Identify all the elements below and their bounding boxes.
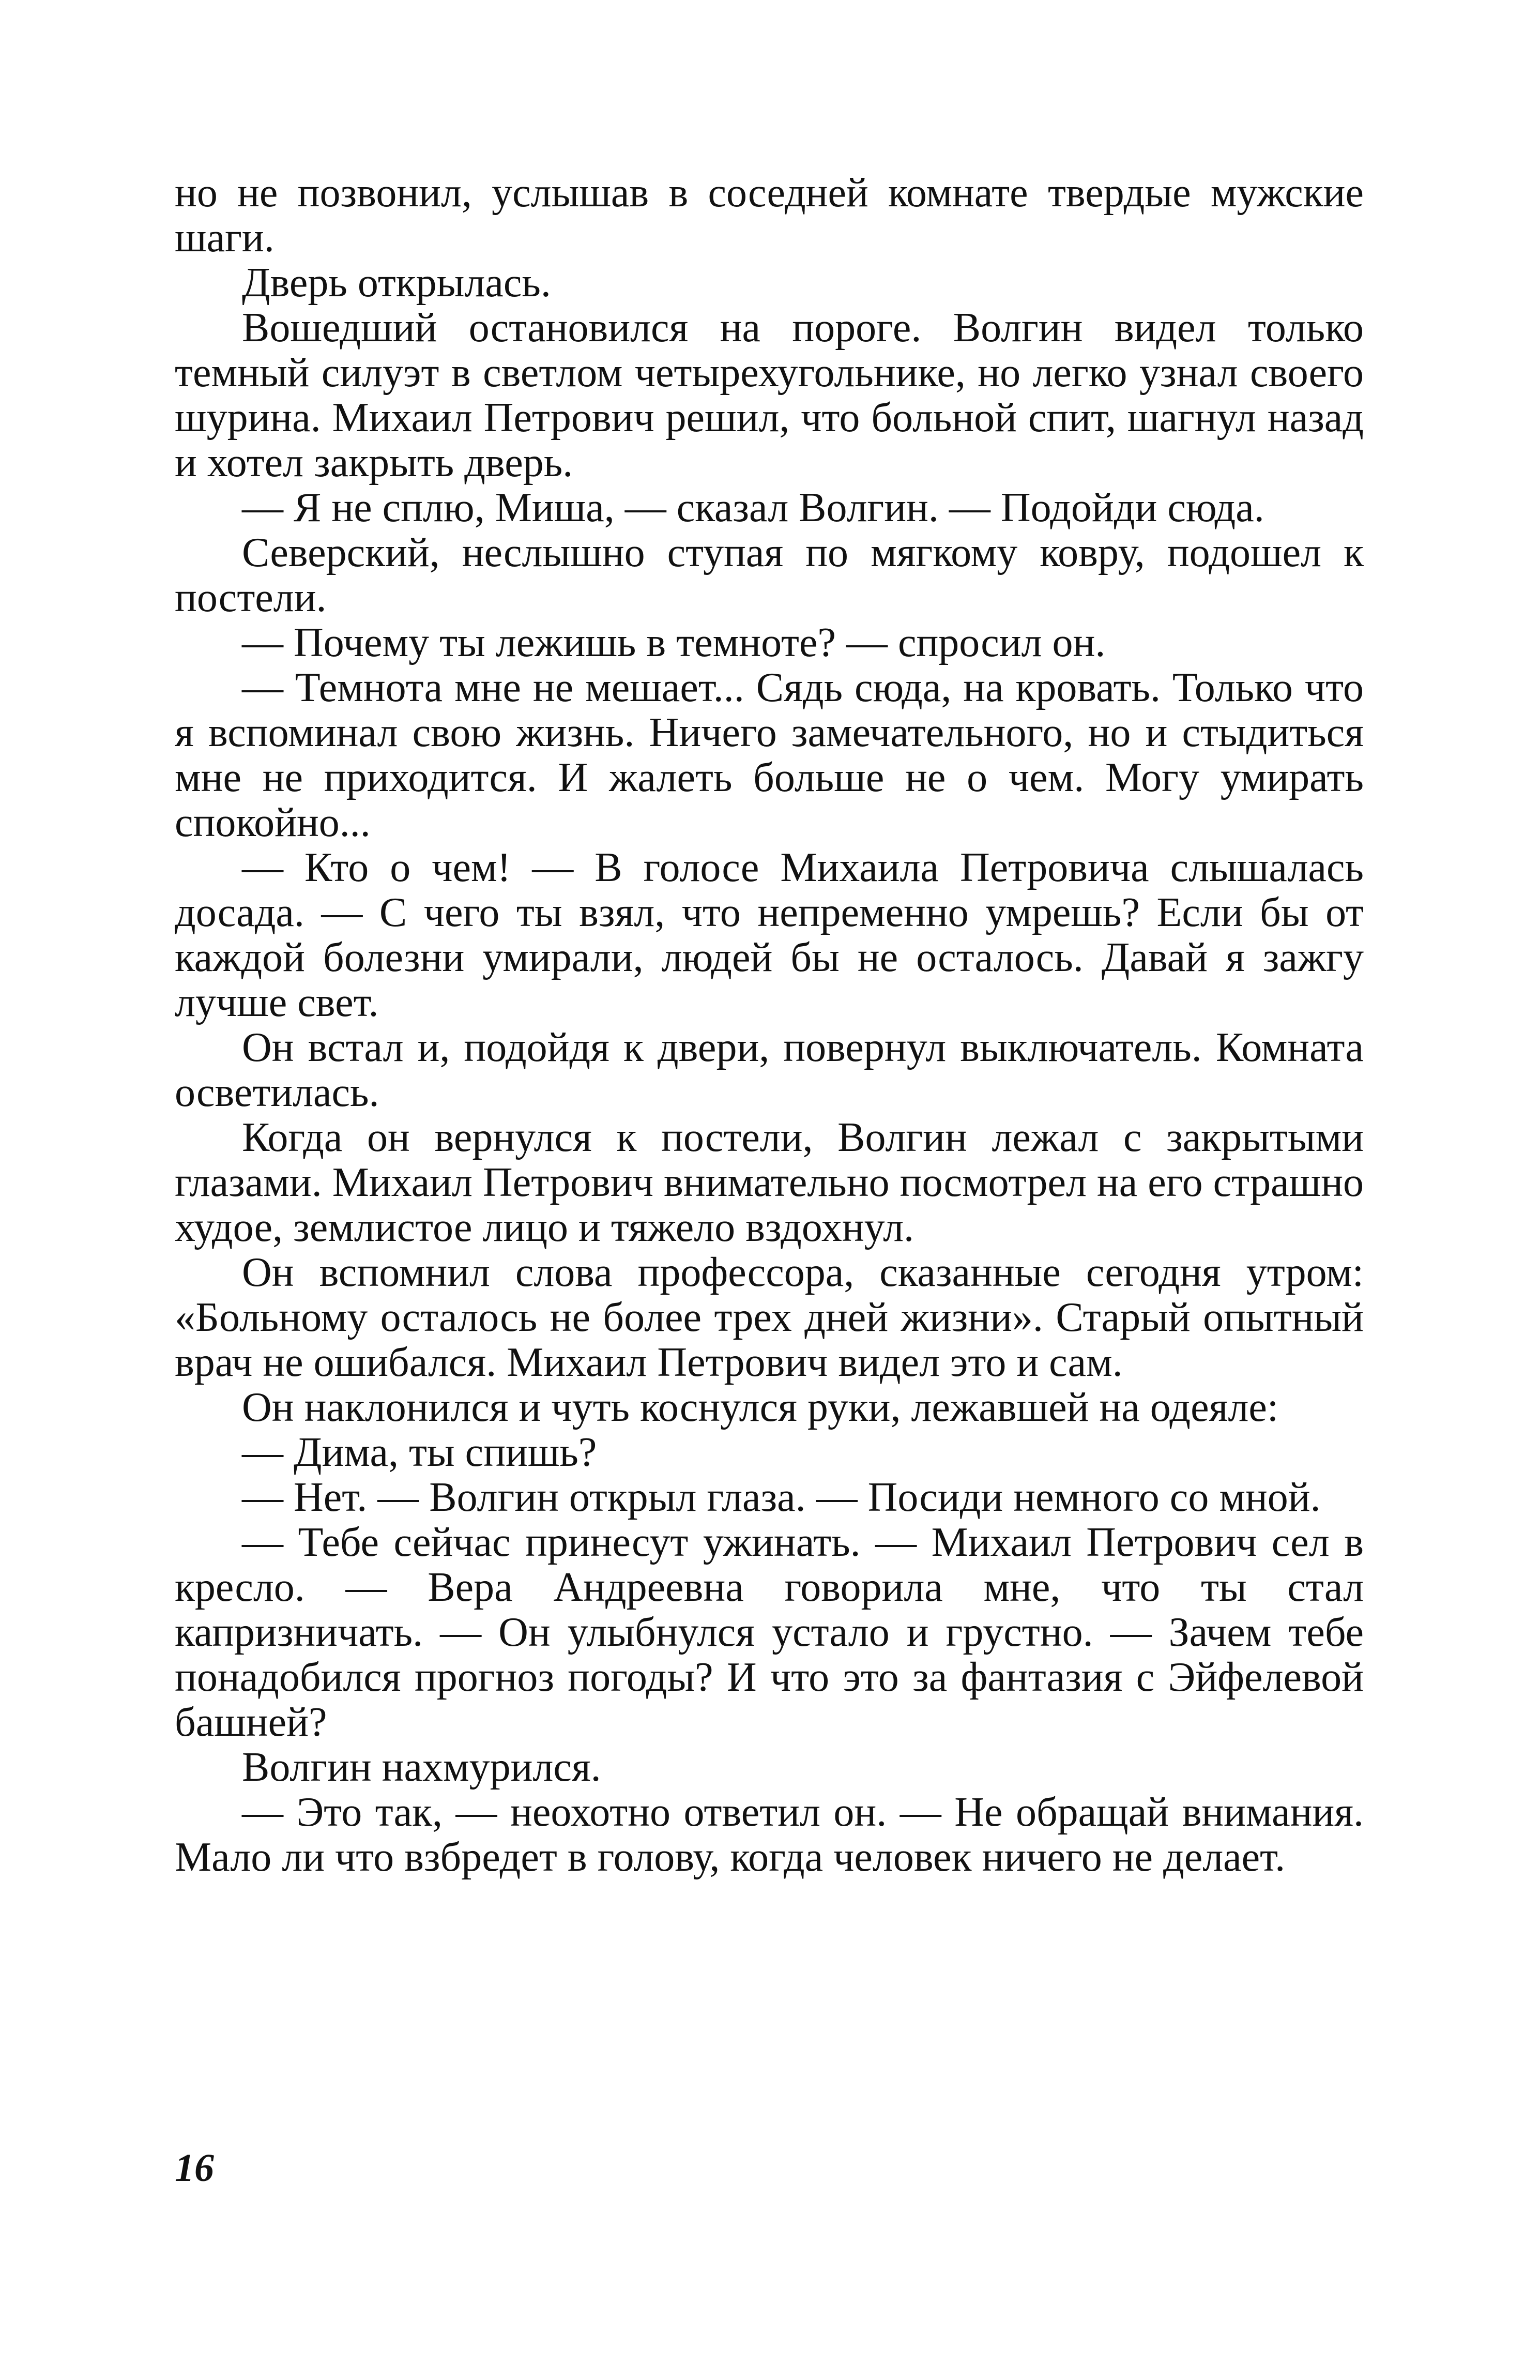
- paragraph: Волгин нахмурился.: [242, 1745, 601, 1790]
- paragraph: — Темнота мне не мешает... Сядь сюда, на кровать. Только что я вспоминал свою жизнь. Ничего замечательного, но и стыдиться мне не приходится. И жалеть больше не о чем. Могу умирать спокойно...: [175, 665, 1364, 845]
- paragraph: Когда он вернулся к постели, Волгин лежал с закрытыми глазами. Михаил Петрович внимательно посмотрел на его страшно худое, землистое лицо и тяжело вздохнул.: [175, 1115, 1364, 1250]
- paragraph: Он встал и, подойдя к двери, повернул выключатель. Комната осветилась.: [175, 1025, 1364, 1115]
- paragraph: — Это так, — неохотно ответил он. — Не обращай внимания. Мало ли что взбредет в голову, когда человек ничего не делает.: [175, 1790, 1364, 1880]
- paragraph: — Дима, ты спишь?: [242, 1430, 597, 1475]
- paragraph: — Почему ты лежишь в темноте? — спросил он.: [242, 620, 1106, 665]
- body-text: [175, 171, 1364, 1880]
- paragraph: но не позвонил, услышав в соседней комнате твердые мужские шаги.: [175, 170, 1364, 261]
- paragraph: — Нет. — Волгин открыл глаза. — Посиди немного со мной.: [242, 1475, 1321, 1520]
- paragraph: Он вспомнил слова профессора, сказанные сегодня утром: «Больному осталось не более трех дней жизни». Старый опытный врач не ошибался. Михаил Петрович видел это и сам.: [175, 1250, 1364, 1385]
- page-number: 16: [175, 2146, 214, 2190]
- paragraph: — Тебе сейчас принесут ужинать. — Михаил Петрович сел в кресло. — Вера Андреевна говорила мне, что ты стал капризничать. — Он улыбнулся устало и грустно. — Зачем тебе понадобился прогноз погоды? И что это за фантазия с Эйфелевой башней?: [175, 1520, 1364, 1745]
- paragraph: Северский, неслышно ступая по мягкому ковру, подошел к постели.: [175, 530, 1364, 620]
- paragraph: Вошедший остановился на пороге. Волгин видел только темный силуэт в светлом четырехугольнике, но легко узнал своего шурина. Михаил Петрович решил, что больной спит, шагнул назад и хотел закрыть дверь.: [175, 305, 1364, 486]
- paragraph: — Кто о чем! — В голосе Михаила Петровича слышалась досада. — С чего ты взял, что непременно умрешь? Если бы от каждой болезни умирали, людей бы не осталось. Давай я зажгу лучше свет.: [175, 845, 1364, 1025]
- paragraph: — Я не сплю, Миша, — сказал Волгин. — Подойди сюда.: [242, 485, 1264, 530]
- paragraph: Он наклонился и чуть коснулся руки, лежавшей на одеяле:: [242, 1385, 1279, 1430]
- paragraph: Дверь открылась.: [242, 260, 551, 306]
